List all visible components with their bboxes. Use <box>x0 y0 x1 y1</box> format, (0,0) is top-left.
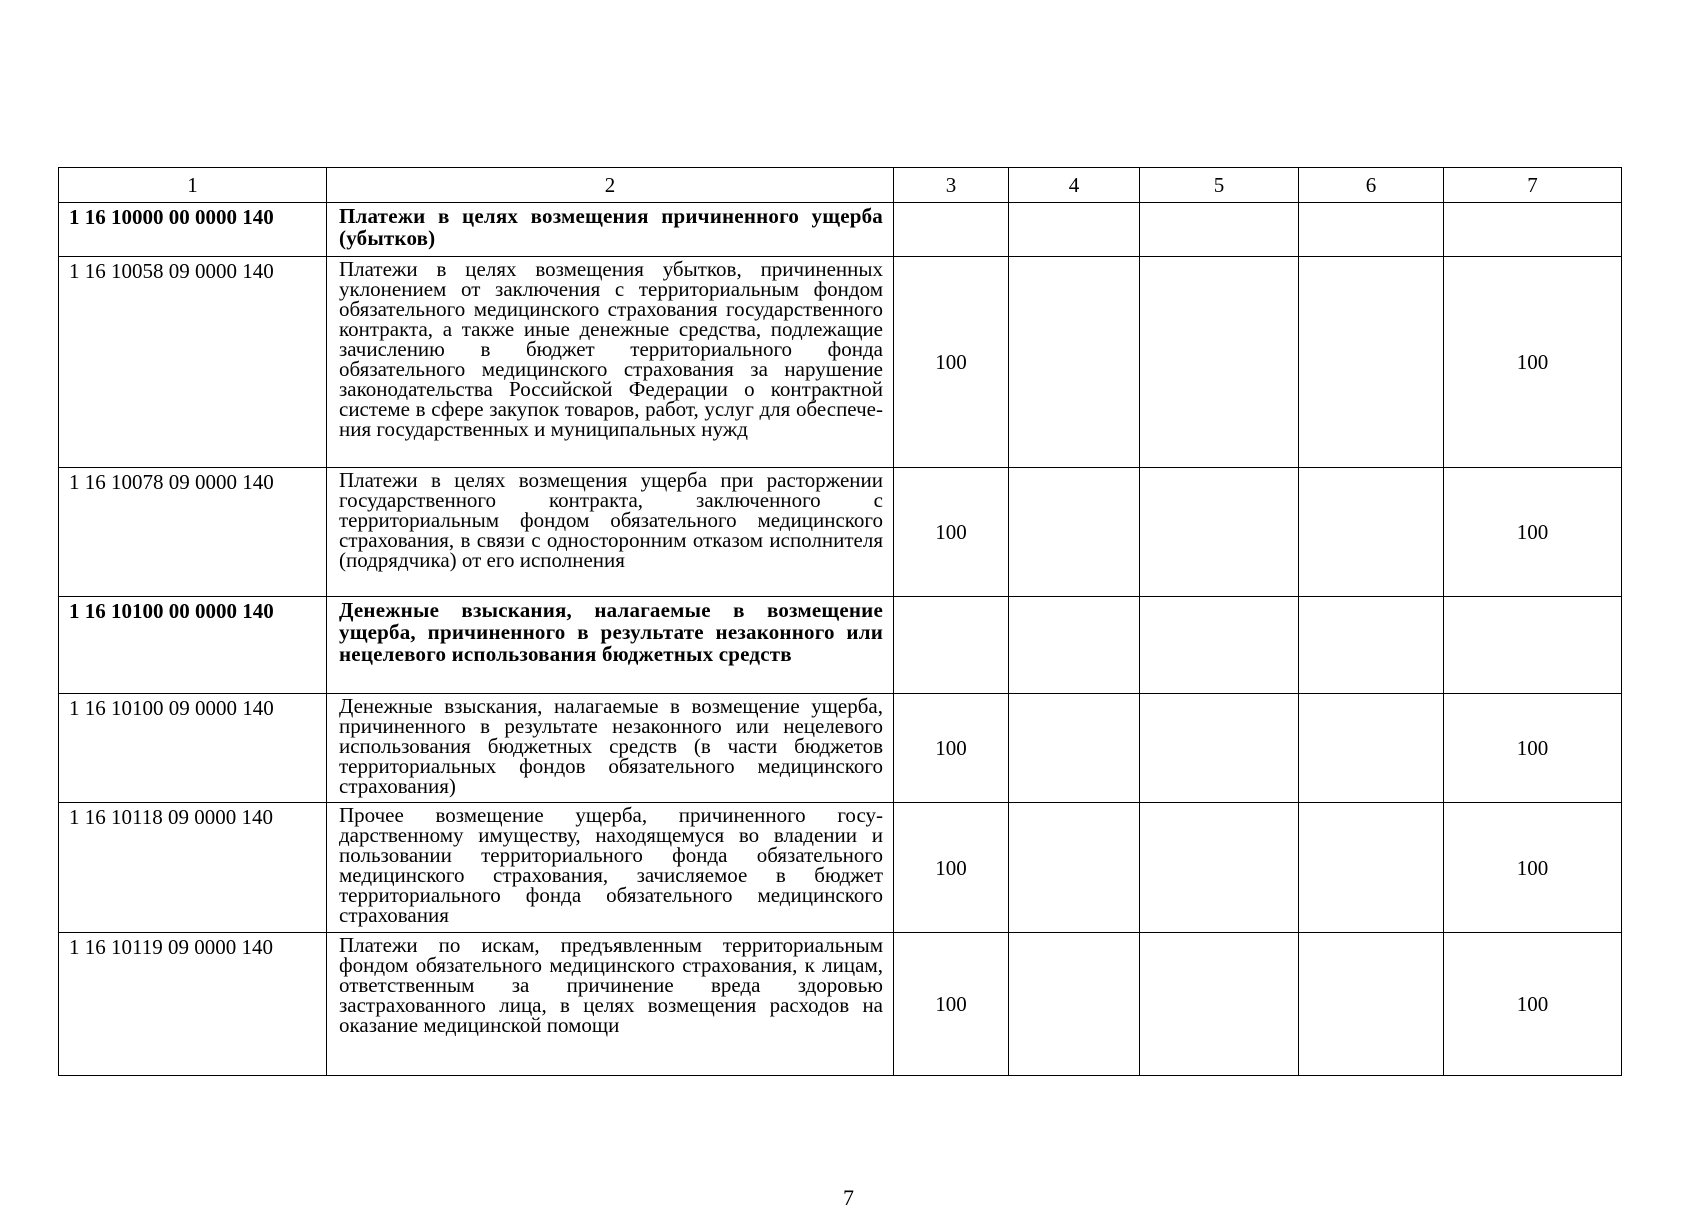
row-code: 1 16 10119 09 0000 140 <box>59 933 327 1076</box>
row-col6 <box>1299 257 1444 468</box>
row-col6 <box>1299 597 1444 694</box>
row-code: 1 16 10000 00 0000 140 <box>59 203 327 257</box>
row-col4 <box>1009 694 1140 803</box>
row-col4 <box>1009 203 1140 257</box>
row-col6 <box>1299 468 1444 597</box>
row-col7 <box>1444 203 1622 257</box>
page-number: 7 <box>843 1185 854 1210</box>
row-col3: 100 <box>894 933 1009 1076</box>
row-col3: 100 <box>894 468 1009 597</box>
table-row <box>59 468 1622 597</box>
row-col6 <box>1299 203 1444 257</box>
table-row <box>59 803 1622 933</box>
row-col4 <box>1009 257 1140 468</box>
row-col6 <box>1299 803 1444 933</box>
table-row <box>59 597 1622 694</box>
header-col-6: 6 <box>1299 168 1444 203</box>
table-header-row <box>59 168 1622 203</box>
row-col7: 100 <box>1444 803 1622 933</box>
row-code: 1 16 10118 09 0000 140 <box>59 803 327 933</box>
row-col4 <box>1009 597 1140 694</box>
table-row <box>59 933 1622 1076</box>
row-description: Платежи в целях возмещения убытков, причиненных уклонением от заключения с территориальным фондом обязательного медицинского страхования государственного контракта, а также иные денежные средства, подлежащие зачислению в бюджет территориального фонда обязательного медицинского страхования за нарушение законодательства Российской Федерации о контрактной системе в сфере закупок товаров, работ, услуг для обеспечения государственных и муниципальных нужд <box>327 257 894 468</box>
row-description: Денежные взыскания, налагаемые в возмещение ущерба, причиненного в результате незаконного или нецелевого использования бюджетных средств (в части бюджетов территориальных фондов обязательного медицинского страхования) <box>327 694 894 803</box>
budget-classification-table <box>58 167 1622 1076</box>
row-code: 1 16 10078 09 0000 140 <box>59 468 327 597</box>
row-code: 1 16 10058 09 0000 140 <box>59 257 327 468</box>
header-col-4: 4 <box>1009 168 1140 203</box>
row-description: Платежи в целях возмещения ущерба при расторжении государственного контракта, заключенного с территориальным фондом обязательного медицинского страхования, в связи с односторонним отказом исполнителя (подрядчика) от его исполнения <box>327 468 894 597</box>
row-col7 <box>1444 597 1622 694</box>
table-row <box>59 257 1622 468</box>
row-code: 1 16 10100 00 0000 140 <box>59 597 327 694</box>
header-col-3: 3 <box>894 168 1009 203</box>
row-col3 <box>894 597 1009 694</box>
row-col6 <box>1299 933 1444 1076</box>
row-description: Платежи по искам, предъявленным территориальным фондом обязательного медицинского страхования, к лицам, ответственным за причинение вреда здоровью застрахованного лица, в целях возмещения расходов на оказание медицинской помощи <box>327 933 894 1076</box>
row-col5 <box>1140 933 1299 1076</box>
row-col5 <box>1140 597 1299 694</box>
row-code: 1 16 10100 09 0000 140 <box>59 694 327 803</box>
row-description: Денежные взыскания, налагаемые в возмещение ущерба, причиненного в результате незаконного или нецелевого использования бюджетных средств <box>327 597 894 694</box>
row-col6 <box>1299 694 1444 803</box>
row-col7: 100 <box>1444 933 1622 1076</box>
row-col7: 100 <box>1444 694 1622 803</box>
header-col-7: 7 <box>1444 168 1622 203</box>
row-col4 <box>1009 803 1140 933</box>
row-description: Платежи в целях возмещения причиненного ущерба (убытков) <box>327 203 894 257</box>
header-col-2: 2 <box>327 168 894 203</box>
row-col5 <box>1140 694 1299 803</box>
header-col-1: 1 <box>59 168 327 203</box>
row-col4 <box>1009 933 1140 1076</box>
table-row <box>59 203 1622 257</box>
row-description: Прочее возмещение ущерба, причиненного государственному имуществу, находящемуся во владении и пользовании территориального фонда обязательного медицинского страхования, зачисляемое в бюджет территориального фонда обязательного медицинского страхования <box>327 803 894 933</box>
row-col3 <box>894 203 1009 257</box>
row-col4 <box>1009 468 1140 597</box>
row-col3: 100 <box>894 803 1009 933</box>
row-col7: 100 <box>1444 468 1622 597</box>
row-col5 <box>1140 468 1299 597</box>
row-col5 <box>1140 257 1299 468</box>
row-col3: 100 <box>894 257 1009 468</box>
row-col3: 100 <box>894 694 1009 803</box>
row-col5 <box>1140 803 1299 933</box>
header-col-5: 5 <box>1140 168 1299 203</box>
table-row <box>59 694 1622 803</box>
row-col7: 100 <box>1444 257 1622 468</box>
row-col5 <box>1140 203 1299 257</box>
